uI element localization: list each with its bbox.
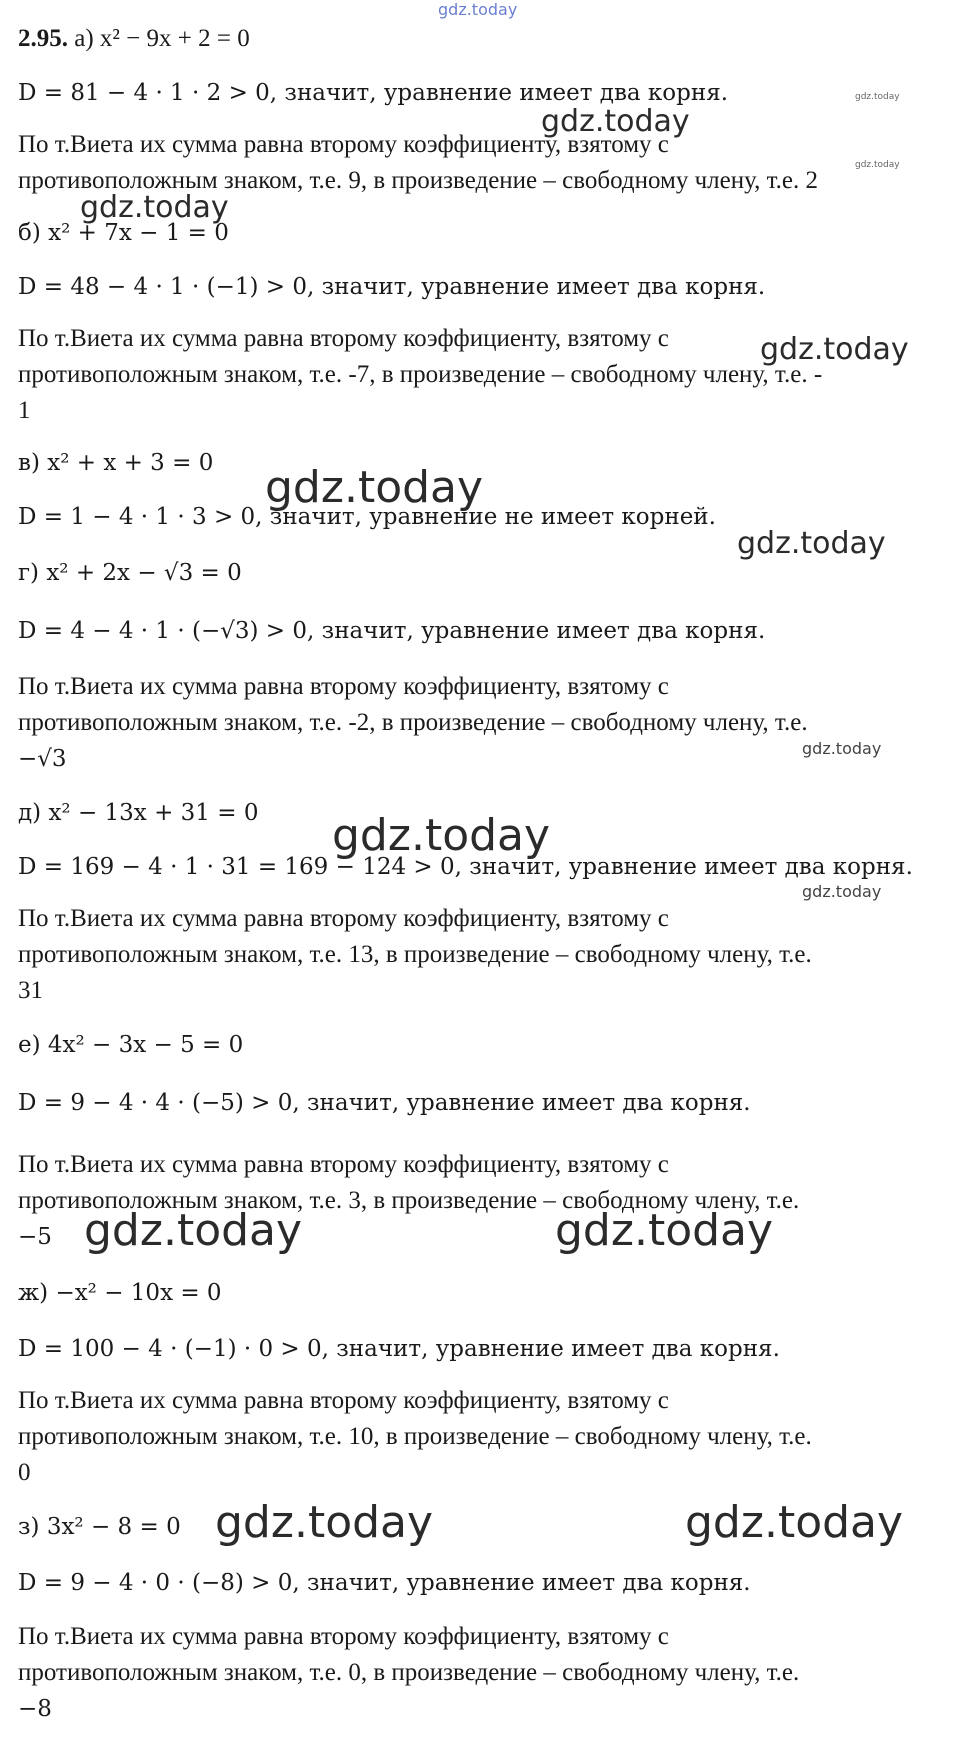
- vieta-g-line-2: противоположным знаком, т.е. -2, в произведение – свободному члену, т.е.: [18, 709, 808, 736]
- discriminant-d: D = 169 − 4 · 1 · 31 = 169 − 124 > 0, значит, уравнение имеет два корня.: [18, 854, 913, 880]
- equation-v: в) x² + x + 3 = 0: [18, 450, 214, 476]
- problem-number: 2.95.: [18, 25, 68, 52]
- watermark-2: gdz.today: [80, 190, 229, 225]
- discriminant-e: D = 9 − 4 · 4 · (−5) > 0, значит, уравнение имеет два корня.: [18, 1090, 751, 1116]
- vieta-zh-line-1: По т.Виета их сумма равна второму коэффициенту, взятому с: [18, 1387, 669, 1414]
- equation-e: е) 4x² − 3x − 5 = 0: [18, 1032, 244, 1058]
- vieta-e-line-1: По т.Виета их сумма равна второму коэффициенту, взятому с: [18, 1151, 669, 1178]
- vieta-zh-line-2: противоположным знаком, т.е. 10, в произведение – свободному члену, т.е.: [18, 1423, 812, 1450]
- vieta-g-line-1: По т.Виета их сумма равна второму коэффициенту, взятому с: [18, 673, 669, 700]
- equation-z: з) 3x² − 8 = 0: [18, 1514, 181, 1540]
- equation-b: б) x² + 7x − 1 = 0: [18, 220, 229, 246]
- equation-a-text: а) x² − 9x + 2 = 0: [74, 25, 250, 52]
- equation-zh: ж) −x² − 10x = 0: [18, 1280, 222, 1306]
- equation-a: [18, 24, 250, 54]
- vieta-d-line-3: 31: [18, 977, 43, 1004]
- watermark-11: gdz.today: [215, 1497, 434, 1548]
- discriminant-z: D = 9 − 4 · 0 · (−8) > 0, значит, уравнение имеет два корня.: [18, 1570, 751, 1596]
- vieta-b-line-3: 1: [18, 397, 31, 424]
- discriminant-v: D = 1 − 4 · 1 · 3 > 0, значит, уравнение не имеет корней.: [18, 504, 716, 530]
- watermark-9: gdz.today: [84, 1205, 303, 1256]
- discriminant-zh: D = 100 − 4 · (−1) · 0 > 0, значит, уравнение имеет два корня.: [18, 1336, 780, 1362]
- vieta-e-line-3: −5: [18, 1224, 52, 1250]
- vieta-z-line-2: противоположным знаком, т.е. 0, в произведение – свободному члену, т.е.: [18, 1659, 800, 1686]
- watermark-3: gdz.today: [760, 332, 909, 367]
- watermark-tiny-1: gdz.today: [855, 92, 900, 102]
- discriminant-a: D = 81 − 4 · 1 · 2 > 0, значит, уравнение имеет два корня.: [18, 80, 729, 106]
- watermark-5: gdz.today: [737, 526, 886, 561]
- watermark-1: gdz.today: [541, 104, 690, 139]
- watermark-top: gdz.today: [438, 0, 518, 19]
- equation-g: г) x² + 2x − √3 = 0: [18, 560, 242, 586]
- vieta-a-line-2: противоположным знаком, т.е. 9, в произведение – свободному члену, т.е. 2: [18, 167, 818, 194]
- watermark-tiny-2: gdz.today: [855, 160, 900, 170]
- vieta-e-line-2: противоположным знаком, т.е. 3, в произведение – свободному члену, т.е.: [18, 1187, 800, 1214]
- vieta-b-line-2: противоположным знаком, т.е. -7, в произведение – свободному члену, т.е. -: [18, 361, 823, 388]
- vieta-g-line-3: −√3: [18, 746, 67, 772]
- vieta-b-line-1: По т.Виета их сумма равна второму коэффициенту, взятому с: [18, 325, 669, 352]
- vieta-a-line-1: По т.Виета их сумма равна второму коэффициенту, взятому с: [18, 131, 669, 158]
- vieta-z-line-3: −8: [18, 1696, 52, 1722]
- discriminant-g: D = 4 − 4 · 1 · (−√3) > 0, значит, уравнение имеет два корня.: [18, 618, 766, 644]
- watermark-4: gdz.today: [265, 462, 484, 513]
- equation-d: д) x² − 13x + 31 = 0: [18, 800, 259, 826]
- watermark-6: gdz.today: [802, 739, 882, 758]
- vieta-zh-line-3: 0: [18, 1459, 31, 1486]
- vieta-d-line-1: По т.Виета их сумма равна второму коэффициенту, взятому с: [18, 905, 669, 932]
- vieta-z-line-1: По т.Виета их сумма равна второму коэффициенту, взятому с: [18, 1623, 669, 1650]
- watermark-7: gdz.today: [332, 810, 551, 861]
- watermark-10: gdz.today: [555, 1205, 774, 1256]
- discriminant-b: D = 48 − 4 · 1 · (−1) > 0, значит, уравнение имеет два корня.: [18, 274, 766, 300]
- watermark-12: gdz.today: [685, 1497, 904, 1548]
- watermark-8: gdz.today: [802, 882, 882, 901]
- vieta-d-line-2: противоположным знаком, т.е. 13, в произведение – свободному члену, т.е.: [18, 941, 812, 968]
